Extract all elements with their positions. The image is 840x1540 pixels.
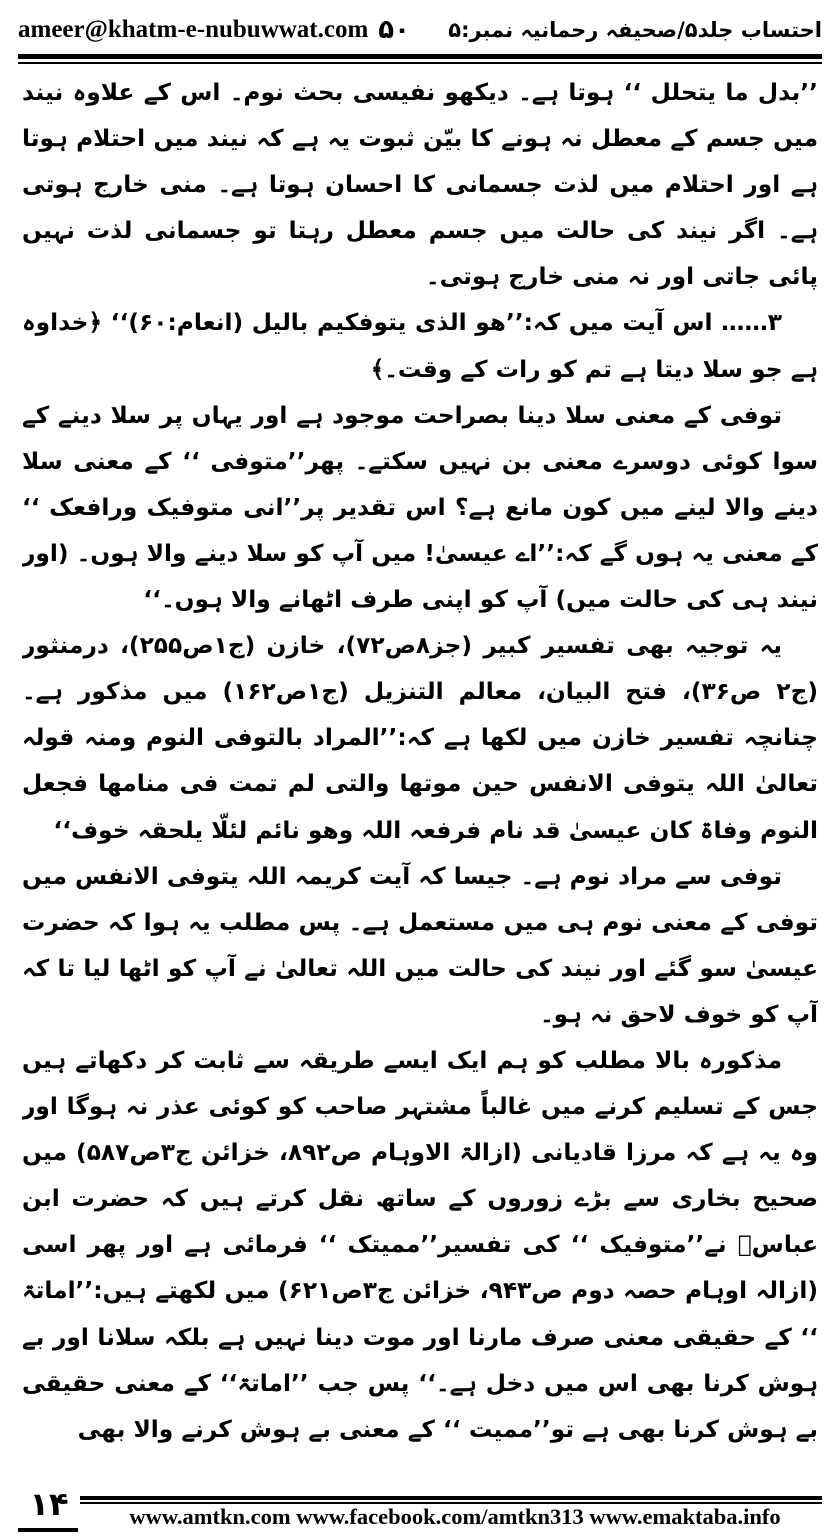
footer-rule-thick: [80, 1496, 822, 1500]
paragraph-5: توفی سے مراد نوم ہے۔ جیسا کہ آیت کریمہ اللہ یتوفی الانفس میں توفی کے معنی نوم ہی میں مستعمل ہے۔ پس مطلب یہ ہوا کہ حضرت عیسیٰ سو گئے اور نیند کی حالت میں اللہ تعالیٰ نے آپ کو اٹھا لیا تا کہ آپ کو خوف لاحق نہ ہو۔: [22, 862, 818, 1028]
page-body: [22, 70, 818, 1475]
header-page-number: ۵۰: [378, 15, 411, 45]
footer-links: www.amtkn.com www.facebook.com/amtkn313 www.emaktaba.info: [129, 1504, 781, 1529]
header-email: ameer@khatm-e-nubuwwat.com: [18, 16, 369, 43]
paragraph-6: مذکورہ بالا مطلب کو ہم ایک ایسے طریقہ سے ثابت کر دکھاتے ہیں جس کے تسلیم کرنے میں غالباً مشتہر صاحب کو کوئی عذر نہ ہوگا اور وہ یہ ہے کہ مرزا قادیانی (ازالۃ الاوہام ص۸۹۲، خزائن ج۳ص۵۸۷) میں صحیح بخاری سے بڑے زوروں کے ساتھ نقل کرتے ہیں کہ حضرت ابن عباسؓ نے’’متوفیک ‘‘ کی تفسیر’’ممیتک ‘‘ فرمائی ہے اور پھر اسی (ازالہ اوہام حصہ دوم ص۹۴۳، خزائن ج۳ص۶۲۱) میں لکھتے ہیں:’’اماتۃ ‘‘ کے حقیقی معنی صرف مارنا اور موت دینا نہیں ہے بلکہ سلانا اور بے ہوش کرنا بھی اس میں دخل ہے۔‘‘ پس جب ’’اماتۃ‘‘ کے معنی حقیقی بے ہوش کرنا بھی ہے تو’’ممیت ‘‘ کے معنی بے ہوش کرنے والا بھی: [22, 1046, 818, 1443]
paragraph-4: یہ توجیہ بھی تفسیر کبیر (جز۸ص۷۲)، خازن (ج۱ص۲۵۵)، درمنثور (ج۲ ص۳۶)، فتح البیان، معالم التنزیل (ج۱ص۱۶۲) میں مذکور ہے۔ چنانچہ تفسیر خازن میں لکھا ہے کہ:’’المراد بالتوفی النوم ومنہ قولہ تعالیٰ اللہ یتوفی الانفس حین موتھا والتی لم تمت فی منامھا فجعل النوم وفاۃ کان عیسیٰ قد نام فرفعہ اللہ وھو نائم لئلّا یلحقہ خوف‘‘: [22, 632, 818, 844]
header-left: [18, 15, 410, 45]
paragraph-1: ’’بدل ما یتحلل ‘‘ ہوتا ہے۔ دیکھو نفیسی بحث نوم۔ اس کے علاوہ نیند میں جسم کے معطل نہ ہونے کا بیّن ثبوت یہ ہے کہ نیند میں احتلام ہوتا ہے اور احتلام میں لذت جسمانی کا احسان ہوتا ہے۔ منی خارج ہوتی ہے۔ اگر نیند کی حالت میں جسم معطل رہتا تو جسمانی لذت نہیں پائی جاتی اور نہ منی خارج ہوتی۔: [22, 79, 818, 291]
paragraph-3: توفی کے معنی سلا دینا بصراحت موجود ہے اور یہاں پر سلا دینے کے سوا کوئی دوسرے معنی بن نہیں سکتے۔ پھر’’متوفی ‘‘ کے معنی سلا دینے والا لینے میں کون مانع ہے؟ اس تقدیر پر’’انی متوفیک ورافعک ‘‘ کے معنی یہ ہوں گے کہ:’’اے عیسیٰ! میں آپ کو سلا دینے والا ہوں۔ (اور نیند ہی کی حالت میں) آپ کو اپنی طرف اٹھانے والا ہوں۔‘‘: [22, 401, 818, 614]
header-rule-thick: [18, 54, 822, 59]
page-header: [18, 8, 822, 52]
paragraph-2: ۳…… اس آیت میں کہ:’’ھو الذی یتوفکیم بالیل (انعام:۶۰)‘‘ ﴿خداوہ ہے جو سلا دیتا ہے تم کو رات کے وقت۔﴾: [22, 309, 818, 383]
header-book-title: احتساب جلد۵/صحیفہ رحمانیہ نمبر:۵: [448, 18, 822, 42]
header-rule-thin: [18, 62, 822, 64]
footer-page-number: ۱۴: [29, 1485, 69, 1523]
footer-page-underline: [18, 1528, 78, 1532]
page-footer: [18, 1484, 822, 1534]
